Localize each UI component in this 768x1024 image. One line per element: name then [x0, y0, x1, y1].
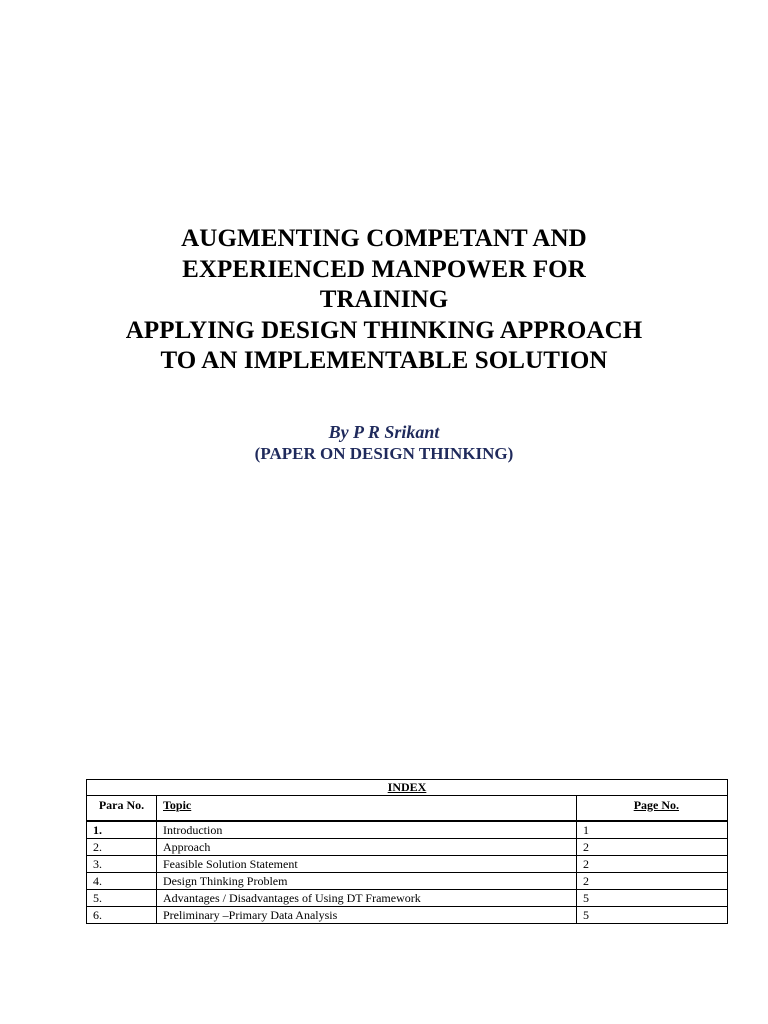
index-header-row	[87, 796, 728, 822]
header-page-no-label: Page No.	[633, 798, 680, 812]
title-line-2: EXPERIENCED MANPOWER FOR	[182, 255, 586, 283]
row-page-no: 2	[577, 839, 728, 856]
header-para-no: Para No.	[87, 796, 157, 822]
title-line-1: AUGMENTING COMPETANT AND	[181, 225, 587, 252]
title-line-3: TRAINING	[319, 286, 449, 313]
paper-subtitle: (PAPER ON DESIGN THINKING)	[254, 444, 514, 463]
row-para-no: 6.	[87, 907, 157, 924]
document-title	[0, 224, 768, 377]
row-para-no: 3.	[87, 856, 157, 873]
table-row	[87, 873, 728, 890]
row-para-no: 2.	[87, 839, 157, 856]
row-para-no: 1.	[87, 821, 157, 839]
row-page-no: 2	[577, 856, 728, 873]
row-para-no: 4.	[87, 873, 157, 890]
row-topic: Advantages / Disadvantages of Using DT Framework	[157, 890, 577, 907]
index-table	[86, 779, 728, 924]
row-topic: Feasible Solution Statement	[157, 856, 577, 873]
byline	[0, 421, 768, 465]
table-row	[87, 856, 728, 873]
table-row	[87, 839, 728, 856]
header-page-no	[577, 796, 728, 822]
row-page-no: 2	[577, 873, 728, 890]
title-line-4: APPLYING DESIGN THINKING APPROACH	[125, 316, 643, 344]
author-line: By P R Srikant	[328, 422, 440, 442]
row-page-no: 5	[577, 890, 728, 907]
row-topic: Approach	[157, 839, 577, 856]
table-row	[87, 890, 728, 907]
title-line-5: TO AN IMPLEMENTABLE SOLUTION	[160, 347, 608, 374]
row-topic: Preliminary –Primary Data Analysis	[157, 907, 577, 924]
row-topic: Introduction	[157, 821, 577, 839]
header-topic-label: Topic	[163, 798, 192, 812]
row-page-no: 5	[577, 907, 728, 924]
index-caption-row	[87, 780, 728, 796]
header-topic	[157, 796, 577, 822]
row-para-no: 5.	[87, 890, 157, 907]
row-page-no: 1	[577, 821, 728, 839]
table-row	[87, 907, 728, 924]
index-caption: INDEX	[87, 780, 728, 796]
table-row	[87, 821, 728, 839]
row-topic: Design Thinking Problem	[157, 873, 577, 890]
